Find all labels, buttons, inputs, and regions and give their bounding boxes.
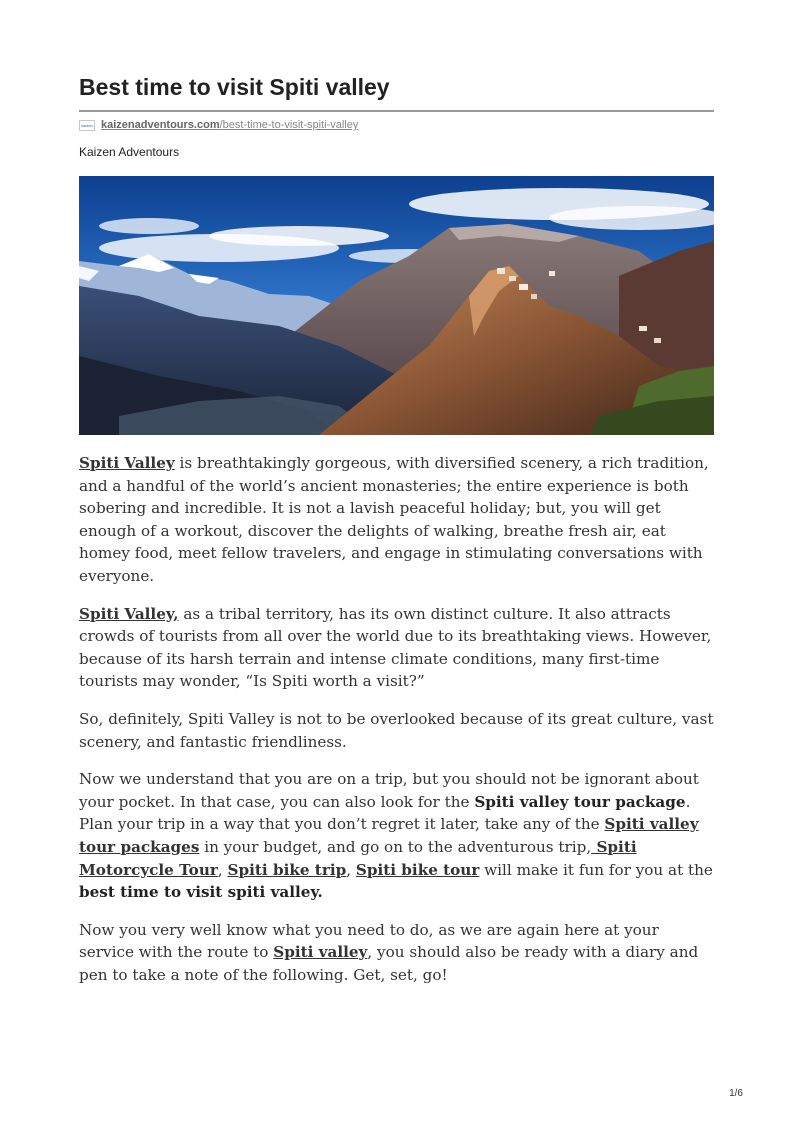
source-domain[interactable]: kaizenadventours.com bbox=[101, 119, 220, 131]
bike-tour-link[interactable]: Spiti bike tour bbox=[355, 860, 480, 879]
page-title: Best time to visit Spiti valley bbox=[79, 74, 390, 100]
article-body bbox=[79, 452, 714, 1001]
paragraph bbox=[79, 768, 714, 904]
site-favicon-icon: kaizen bbox=[79, 120, 95, 131]
source-path[interactable]: /best-time-to-visit-spiti-valley bbox=[219, 119, 359, 131]
paragraph-text: , bbox=[346, 860, 356, 879]
paragraph bbox=[79, 603, 714, 693]
bike-trip-link[interactable]: Spiti bike trip bbox=[227, 860, 347, 879]
spiti-valley-photo bbox=[79, 176, 714, 435]
tour-packages-link[interactable]: Spiti valley tour packages bbox=[79, 815, 699, 856]
hero-image bbox=[79, 176, 714, 435]
paragraph bbox=[79, 452, 714, 588]
bold-phrase: best time to visit spiti valley. bbox=[79, 883, 323, 902]
spiti-valley-link[interactable]: Spiti Valley bbox=[79, 454, 175, 472]
paragraph-text: So, definitely, Spiti Valley is not to be overlooked because of its great culture, vast scenery, and fantastic friendliness. bbox=[79, 709, 714, 751]
source-line bbox=[79, 119, 358, 131]
paragraph-text: will make it fun for you at the bbox=[479, 860, 713, 879]
paragraph-text: as a tribal territory, has its own distinct culture. It also attracts crowds of tourists from all over the world due to its breathtaking views. However, because of its harsh terrain and intense climate conditions, many first-time tourists may wonder, “Is Spiti worth a visit?” bbox=[79, 604, 712, 691]
paragraph-text: Now you very well know what you need to do, as we are again here at your service with the route to bbox=[79, 920, 659, 962]
author-name: Kaizen Adventours bbox=[79, 145, 180, 159]
source-link[interactable] bbox=[101, 119, 358, 131]
motorcycle-tour-link[interactable]: Spiti Motorcycle Tour bbox=[79, 837, 637, 879]
paragraph-text: is breathtakingly gorgeous, with diversified scenery, a rich tradition, and a handful of the world’s ancient monasteries; the entire experience is both sobering and incredible. It is not a lavish peaceful holiday; but, you will get enough of a workout, discover the delights of walking, breathe fresh air, eat homey food, meet fellow travelers, and engage in stimulating conversations with everyone. bbox=[79, 454, 709, 585]
paragraph-text: , you should also be ready with a diary and pen to take a note of the following. Get, set, go! bbox=[79, 943, 699, 984]
title-divider bbox=[79, 110, 714, 112]
paragraph-text: in your budget, and go on to the adventurous trip, bbox=[199, 837, 592, 856]
paragraph-text: , bbox=[217, 860, 228, 879]
paragraph-text: . Plan your trip in a way that you don’t regret it later, take any of the bbox=[79, 792, 691, 834]
spiti-valley-link[interactable]: Spiti valley bbox=[273, 943, 368, 962]
spiti-valley-link[interactable]: Spiti Valley, bbox=[79, 604, 179, 623]
bold-phrase: Spiti valley tour package bbox=[474, 792, 686, 811]
page-number: 1/6 bbox=[729, 1088, 743, 1099]
paragraph bbox=[79, 919, 714, 987]
paragraph bbox=[79, 708, 714, 753]
paragraph-text: Now we understand that you are on a trip, but you should not be ignorant about your pocket. In that case, you can also look for the bbox=[79, 770, 699, 811]
